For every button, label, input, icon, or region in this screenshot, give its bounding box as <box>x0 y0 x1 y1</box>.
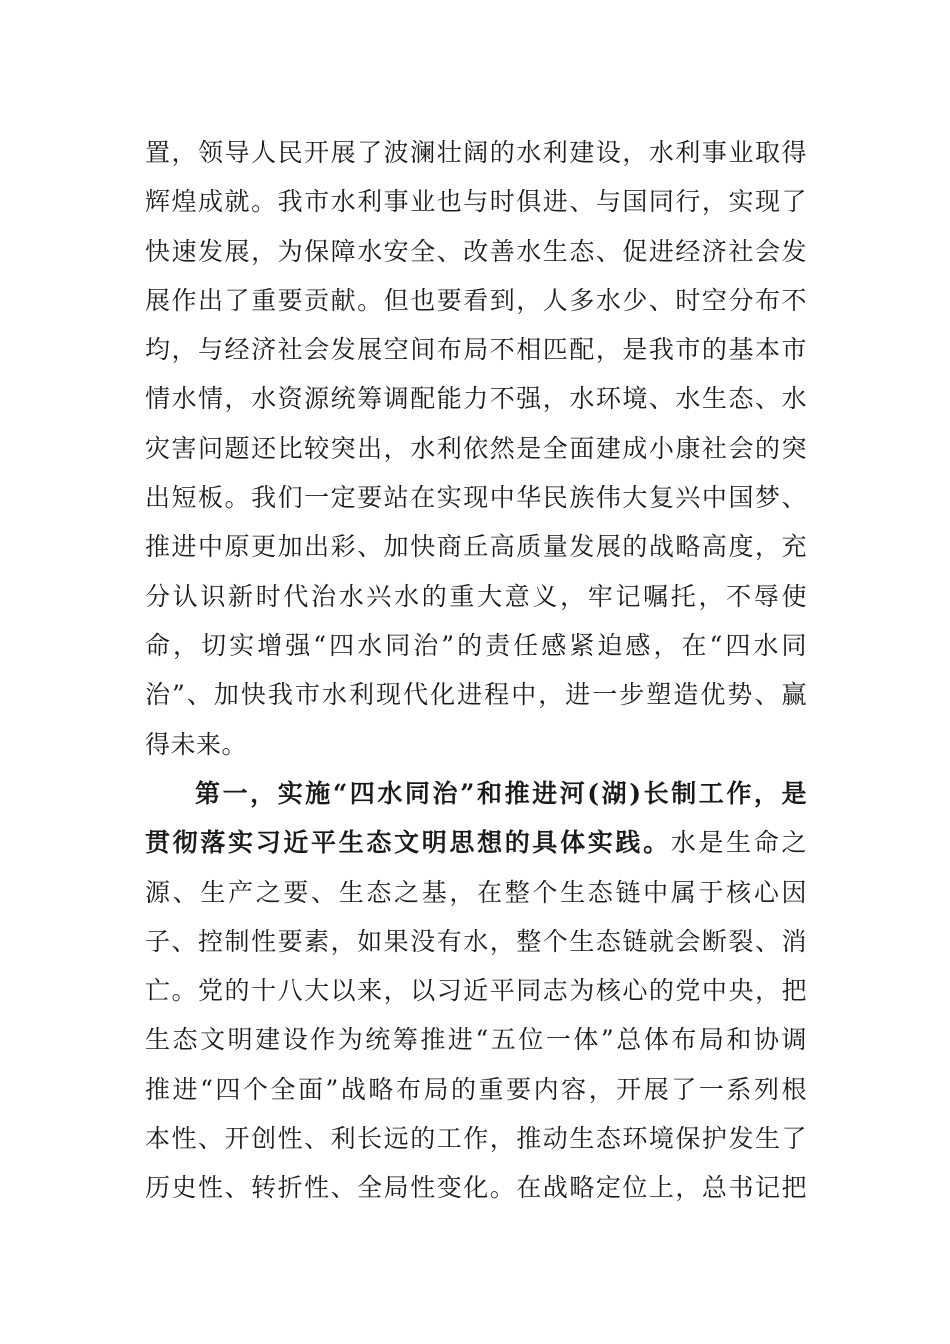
paragraph-2-line: 本性、开创性、利长远的工作，推动生态环境保护发生了 <box>145 1124 807 1154</box>
paragraph-1-line: 辉煌成就。我市水利事业也与时俱进、与国同行，实现了 <box>145 187 807 217</box>
paragraph-1-line: 置，领导人民开展了波澜壮阔的水利建设，水利事业取得 <box>145 138 807 167</box>
paragraph-1-line: 得未来。 <box>145 729 248 759</box>
paragraph-1-line: 快速发展，为保障水安全、改善水生态、促进经济社会发 <box>145 236 807 266</box>
paragraph-2-line: 亡。党的十八大以来，以习近平同志为核心的党中央，把 <box>145 976 807 1006</box>
paragraph-2-line: 生态文明建设作为统筹推进“五位一体”总体布局和协调 <box>145 1025 807 1055</box>
paragraph-1-line: 推进中原更加出彩、加快商丘高质量发展的战略高度，充 <box>145 532 807 562</box>
paragraph-2-line: 源、生产之要、生态之基，在整个生态链中属于核心因 <box>145 877 807 907</box>
paragraph-1 <box>145 128 807 769</box>
paragraph-2-line: 历史性、转折性、全局性变化。在战略定位上，总书记把 <box>145 1173 807 1203</box>
paragraph-1-line: 治”、加快我市水利现代化进程中，进一步塑造优势、赢 <box>145 680 807 710</box>
paragraph-2 <box>145 769 807 1213</box>
paragraph-1-line: 均，与经济社会发展空间布局不相匹配，是我市的基本市 <box>145 335 807 365</box>
paragraph-1-line: 情水情，水资源统筹调配能力不强，水环境、水生态、水 <box>145 384 807 414</box>
paragraph-1-line: 分认识新时代治水兴水的重大意义，牢记嘱托，不辱使 <box>145 581 807 611</box>
paragraph-2-line: 推进“四个全面”战略布局的重要内容，开展了一系列根 <box>145 1074 807 1104</box>
paragraph-2-heading-end: 贯彻落实习近平生态文明思想的具体实践。 <box>145 828 671 858</box>
paragraph-2-heading: 第一，实施“四水同治”和推进河(湖)长制工作，是 <box>195 779 807 808</box>
paragraph-2-line <box>145 818 807 867</box>
paragraph-2-line: 子、控制性要素，如果没有水，整个生态链就会断裂、消 <box>145 926 807 956</box>
paragraph-1-line: 展作出了重要贡献。但也要看到，人多水少、时空分布不 <box>145 285 807 315</box>
paragraph-2-text: 水是生命之 <box>670 828 807 858</box>
paragraph-1-line: 灾害问题还比较突出，水利依然是全面建成小康社会的突 <box>145 433 807 463</box>
paragraph-1-line: 出短板。我们一定要站在实现中华民族伟大复兴中国梦、 <box>145 483 807 513</box>
paragraph-1-line: 命，切实增强“四水同治”的责任感紧迫感，在“四水同 <box>145 630 807 660</box>
